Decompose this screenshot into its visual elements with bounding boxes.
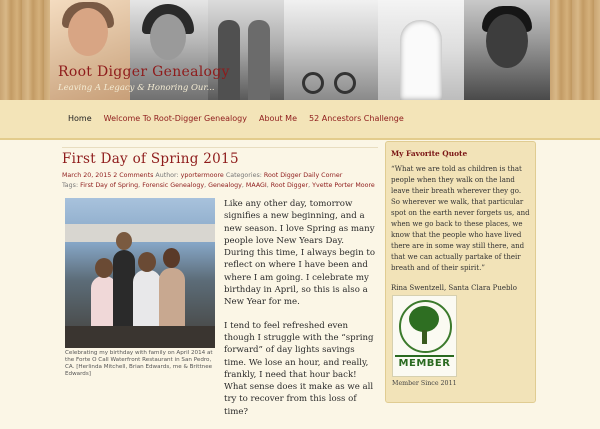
nav-item-about-me[interactable]: About Me [258, 114, 298, 123]
photo-caption: Celebrating my birthday with family on April 2014 at the Forte O Call Waterfront Restaurant in San Pedro, CA. [Herlinda Mitchell, Brian Edwards, me & Brittnee Edwards] [65, 350, 213, 377]
post-date[interactable]: March 20, 2015 [62, 172, 112, 179]
tag-link[interactable]: Root Digger [270, 182, 309, 189]
post-paragraph: I tend to feel refreshed even though I struggle with the “spring forward” of day lights savings time. We lose an hour, and really, frankly, I need that hour back! What sense does it make as we all try to recover from this loss of time? [224, 320, 374, 417]
tag-link[interactable]: Genealogy [208, 182, 242, 189]
quote-widget-title: My Favorite Quote [391, 149, 468, 158]
header-photo-two-women [208, 0, 284, 100]
main-navigation [0, 100, 600, 140]
post-paragraph: Like any other day, tomorrow signifies a new beginning, and a new season. I love Spring as many people love New Years Day. During this time, I always begin to reflect on where I have been and where I am going. I celebrate my birthday in April, so this is also a New Year for me. [224, 199, 376, 308]
badge-member-text: MEMBER [398, 358, 451, 369]
favorite-quote: “What we are told as children is that people when they walk on the land leave their breath wherever they go. So wherever we walk, that particular spot on the earth never forgets us, and when we go back to these places, we know that the people who have lived there are in some way still there, and that we can actually partake of their breath and of their spirit.” [391, 165, 530, 272]
categories-label: Categories: [225, 172, 262, 179]
nav-item-52-ancestors[interactable]: 52 Ancestors Challenge [309, 114, 404, 123]
member-since: Member Since 2011 [392, 380, 457, 387]
header-photo-boy-portrait [464, 0, 550, 100]
quote-attribution: Rina Swentzell, Santa Clara Pueblo [391, 284, 517, 292]
post-comments-link[interactable]: 2 Comments [113, 172, 154, 179]
nav-item-welcome[interactable]: Welcome To Root-Digger Genealogy [103, 114, 247, 123]
post-text [224, 198, 376, 429]
header-photo-child-bicycle [284, 0, 378, 100]
post-category[interactable]: Root Digger Daily Corner [263, 172, 343, 179]
tree-icon [409, 306, 439, 332]
tag-link[interactable]: Yvette Porter Moore [312, 182, 375, 189]
post-meta: March 20, 2015 2 Comments Author: yportermoore Categories: Root Digger Daily Corner Tags: First Day of Spring, Forensic Genealogy, Genealogy, MAAGI, Root Digger, Yvette Porter Moore [62, 172, 375, 189]
tags-label: Tags: [62, 182, 79, 189]
main-content [62, 147, 378, 417]
sidebar [385, 141, 536, 403]
site-tagline: Leaving A Legacy & Honoring Our... [58, 83, 215, 93]
tag-link[interactable]: MAAGI [245, 182, 267, 189]
author-label: Author: [155, 172, 179, 179]
post-author[interactable]: yportermoore [180, 172, 224, 179]
nav-item-home[interactable]: Home [68, 114, 92, 123]
header-photo-bride [378, 0, 464, 100]
tag-link[interactable]: Forensic Genealogy [142, 182, 205, 189]
tag-link[interactable]: First Day of Spring [80, 182, 139, 189]
site-title[interactable]: Root Digger Genealogy [58, 64, 230, 80]
site-header [0, 0, 600, 100]
post-title[interactable]: First Day of Spring 2015 [62, 151, 239, 167]
birthday-photo[interactable] [65, 198, 215, 348]
ngs-member-badge[interactable] [392, 295, 457, 377]
